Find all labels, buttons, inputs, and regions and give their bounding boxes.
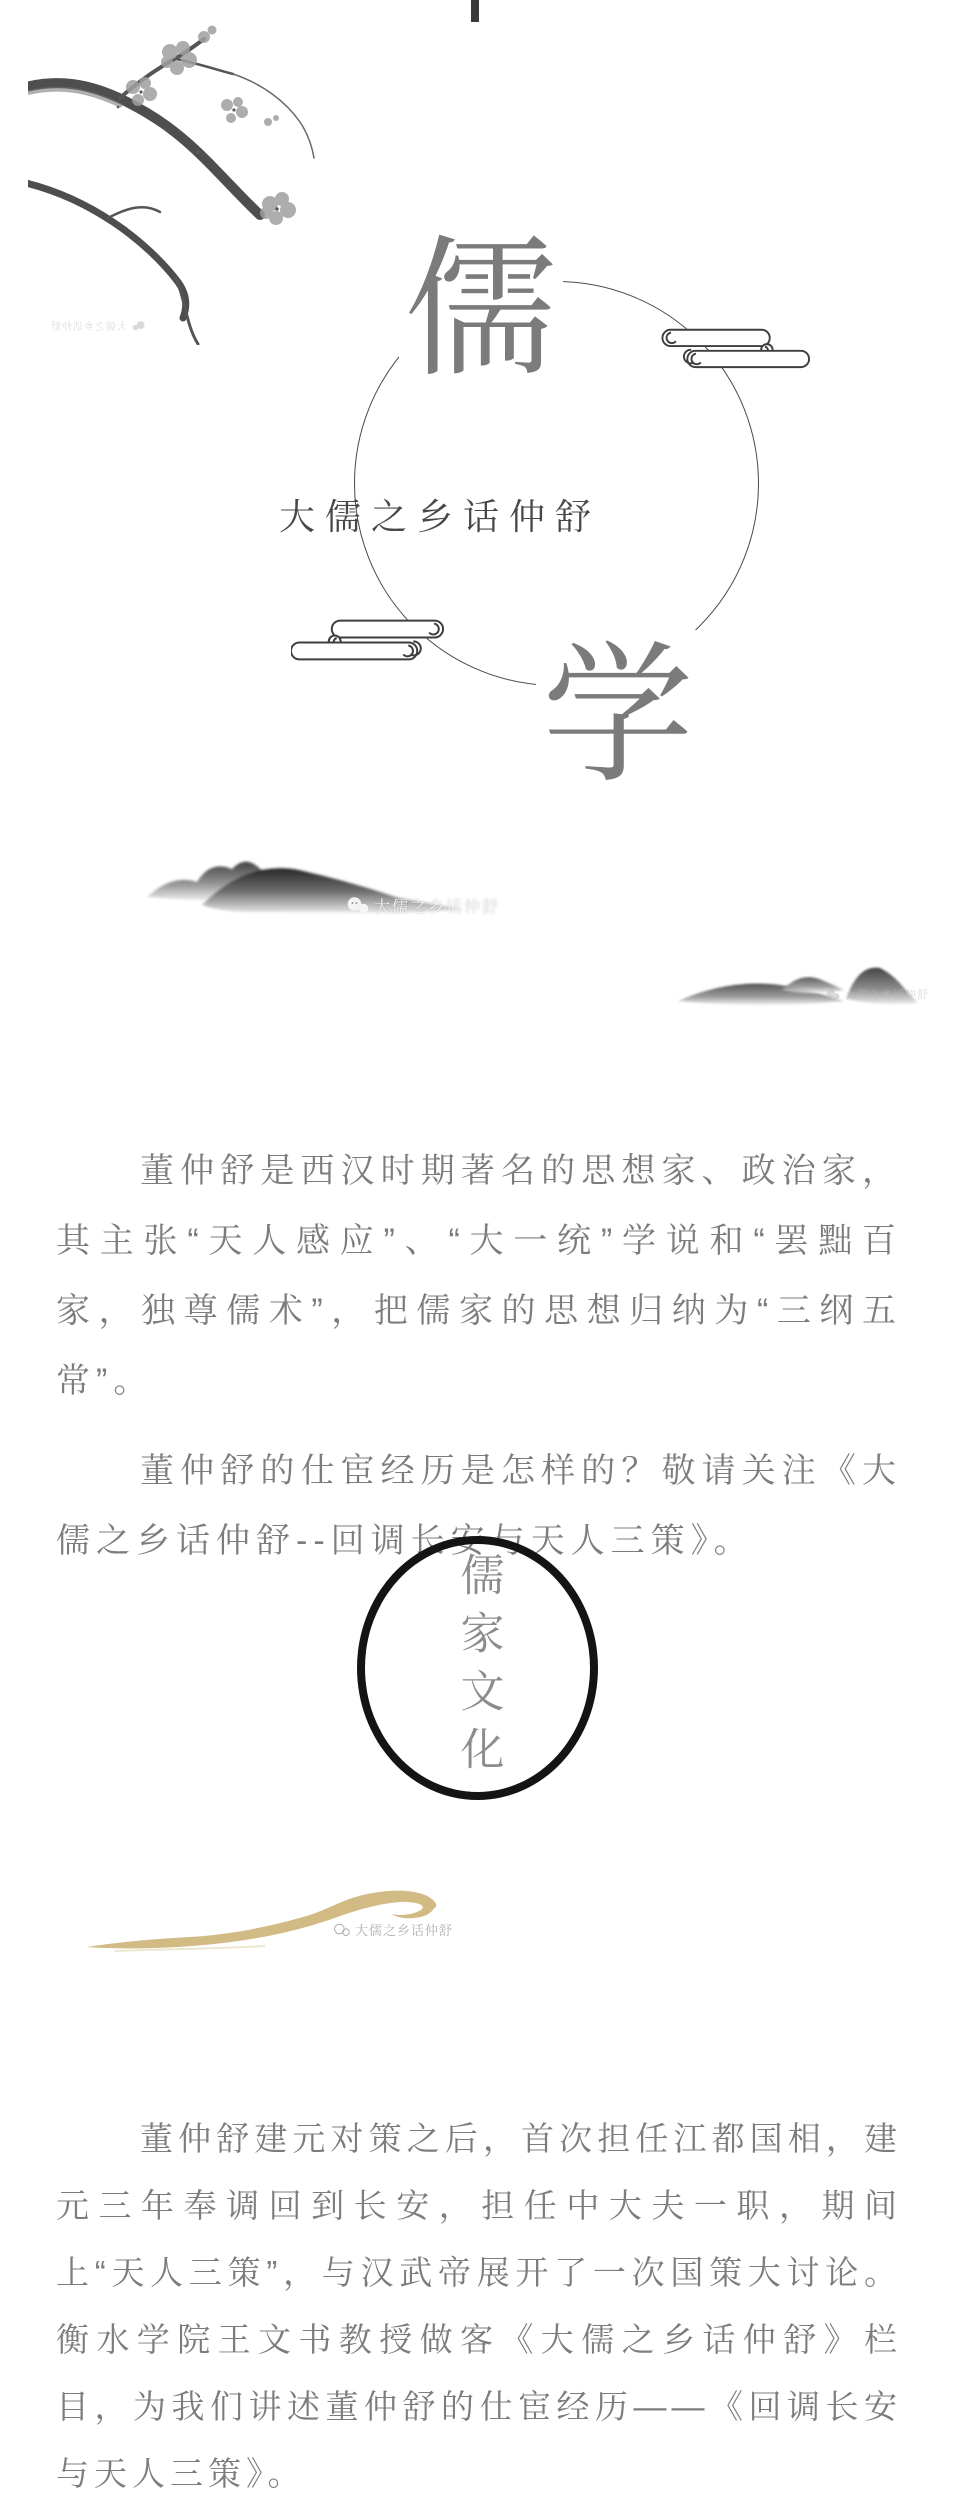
watermark-mountains <box>347 894 500 917</box>
paragraph-3: 董仲舒建元对策之后，首次担任江都国相，建元三年奉调回到长安，担任中大夫一职，期间 上“天人三策”，与汉武帝展开了一次国策大讨论。衡水学院王文书教授做客《大儒之乡话仲舒》栏目，为我们讲述董仲舒的仕宦经历——《回调长安与天人三策》。 <box>56 2120 902 2492</box>
chat-bubbles-icon <box>347 897 369 914</box>
chat-bubbles-icon <box>132 321 145 331</box>
title-char-xue: 学 <box>536 630 700 802</box>
watermark-mountains-2 <box>826 986 929 1002</box>
title-char-ru: 儒 <box>399 224 563 396</box>
chat-bubbles-icon <box>826 989 840 1000</box>
edge-artifact <box>471 0 479 22</box>
auspicious-cloud-icon-bottom-left <box>291 614 455 663</box>
watermark-branch <box>50 318 145 333</box>
title-subtitle: 大儒之乡话仲舒 <box>279 496 602 537</box>
paragraph-1: 董仲舒是西汉时期著名的思想家、政治家，其主张“天人感应”、“大一统”学说和“罢黜百家，独尊儒术”，把儒家的思想归纳为“三纲五常”。 <box>56 1152 902 1400</box>
culture-badge-text: 儒家文化 <box>453 1552 503 1784</box>
gold-ribbon-illustration <box>85 1883 437 1953</box>
auspicious-cloud-icon-top-right <box>648 324 812 370</box>
plum-branch-illustration <box>28 10 328 345</box>
culture-badge <box>357 1536 598 1800</box>
paragraph-2: 董仲舒的仕宦经历是怎样的？敬请关注《大儒之乡话仲舒--回调长安与天人三策》。 <box>56 1452 902 1560</box>
watermark-label: 大儒之乡话仲舒 <box>355 1923 454 1938</box>
watermark-label: 大儒之乡话仲舒 <box>50 322 127 333</box>
watermark-label: 大儒之乡话仲舒 <box>374 899 501 916</box>
chat-bubbles-icon <box>334 1924 350 1936</box>
watermark-ribbon <box>334 1920 453 1939</box>
watermark-label: 大儒之乡话仲舒 <box>845 989 929 1001</box>
